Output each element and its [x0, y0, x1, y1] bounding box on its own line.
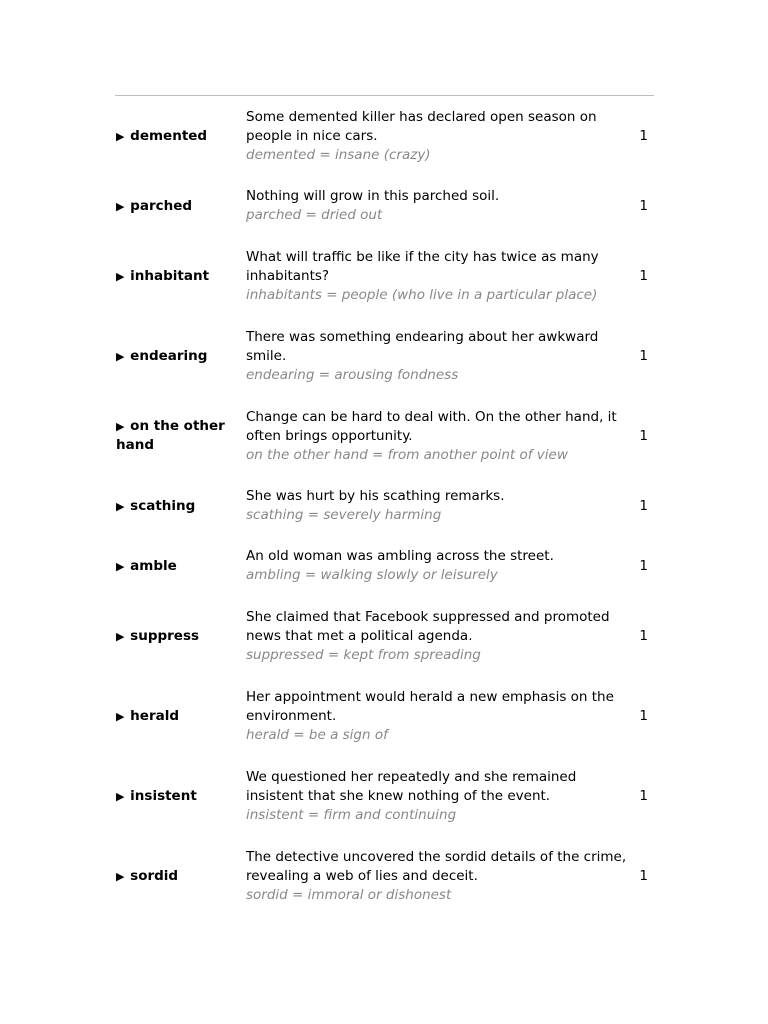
term-cell[interactable] — [115, 787, 246, 806]
definition: suppressed = kept from spreading — [246, 646, 481, 663]
example-cell — [246, 328, 631, 385]
expand-arrow-icon[interactable]: ▶ — [116, 559, 125, 573]
term-label: inhabitant — [130, 267, 210, 284]
list-item[interactable] — [115, 236, 654, 316]
definition: sordid = immoral or dishonest — [246, 886, 452, 903]
example-sentence: The detective uncovered the sordid details of the crime, revealing a web of lies and deceit. — [246, 848, 627, 884]
example-cell — [246, 248, 631, 305]
list-item[interactable] — [115, 596, 654, 676]
count: 1 — [639, 428, 648, 444]
expand-arrow-icon[interactable]: ▶ — [116, 129, 125, 143]
example-sentence: What will traffic be like if the city has twice as many inhabitants? — [246, 248, 599, 284]
example-cell — [246, 688, 631, 745]
count: 1 — [639, 558, 648, 574]
term-label: amble — [130, 557, 177, 574]
expand-arrow-icon[interactable]: ▶ — [116, 869, 125, 883]
term-label: sordid — [130, 867, 179, 884]
term-label: endearing — [130, 347, 208, 364]
expand-arrow-icon[interactable]: ▶ — [116, 199, 125, 213]
definition: demented = insane (crazy) — [246, 146, 431, 163]
count: 1 — [639, 868, 648, 884]
list-item[interactable] — [115, 316, 654, 396]
term-label: herald — [130, 707, 179, 724]
term-cell[interactable] — [115, 707, 246, 726]
example-cell — [246, 408, 631, 465]
list-item[interactable] — [115, 836, 654, 916]
definition: on the other hand = from another point of view — [246, 446, 568, 463]
count: 1 — [639, 198, 648, 214]
expand-arrow-icon[interactable]: ▶ — [116, 349, 125, 363]
term-cell[interactable] — [115, 127, 246, 146]
term-label: insistent — [130, 787, 197, 804]
list-item[interactable] — [115, 756, 654, 836]
definition: ambling = walking slowly or leisurely — [246, 567, 498, 583]
list-item[interactable] — [115, 476, 654, 536]
example-sentence: We questioned her repeatedly and she remained insistent that she knew nothing of the event. — [246, 768, 577, 804]
example-cell — [246, 768, 631, 825]
count: 1 — [639, 498, 648, 514]
example-sentence: Change can be hard to deal with. On the other hand, it often brings opportunity. — [246, 408, 617, 444]
expand-arrow-icon[interactable]: ▶ — [116, 269, 125, 283]
example-cell — [246, 487, 631, 525]
expand-arrow-icon[interactable]: ▶ — [116, 709, 125, 723]
definition: insistent = firm and continuing — [246, 806, 457, 823]
example-cell — [246, 108, 631, 165]
term-label: on the other hand — [116, 418, 225, 453]
count: 1 — [639, 268, 648, 284]
list-item[interactable] — [115, 676, 654, 756]
example-sentence: Some demented killer has declared open season on people in nice cars. — [246, 108, 597, 144]
expand-arrow-icon[interactable]: ▶ — [116, 789, 125, 803]
term-label: suppress — [130, 627, 200, 644]
term-label: demented — [130, 127, 208, 144]
definition: scathing = severely harming — [246, 507, 442, 523]
example-sentence: She was hurt by his scathing remarks. — [246, 488, 505, 504]
example-sentence: An old woman was ambling across the street. — [246, 548, 554, 564]
example-cell — [246, 848, 631, 905]
list-item[interactable] — [115, 396, 654, 476]
count: 1 — [639, 628, 648, 644]
term-cell[interactable] — [115, 197, 246, 216]
count: 1 — [639, 708, 648, 724]
example-sentence: There was something endearing about her awkward smile. — [246, 328, 599, 364]
term-cell[interactable] — [115, 627, 246, 646]
example-sentence: She claimed that Facebook suppressed and promoted news that met a political agenda. — [246, 608, 610, 644]
example-cell — [246, 547, 631, 585]
count: 1 — [639, 128, 648, 144]
count: 1 — [639, 788, 648, 804]
term-cell[interactable] — [115, 497, 246, 516]
count: 1 — [639, 348, 648, 364]
list-item[interactable] — [115, 536, 654, 596]
term-cell[interactable] — [115, 417, 246, 455]
list-item[interactable] — [115, 176, 654, 236]
list-item[interactable] — [115, 96, 654, 176]
term-cell[interactable] — [115, 347, 246, 366]
definition: herald = be a sign of — [246, 726, 388, 743]
definition: inhabitants = people (who live in a particular place) — [246, 286, 598, 303]
example-cell — [246, 187, 631, 225]
expand-arrow-icon[interactable]: ▶ — [116, 499, 125, 513]
term-label: parched — [130, 197, 193, 214]
definition: parched = dried out — [246, 207, 383, 223]
example-sentence: Her appointment would herald a new emphasis on the environment. — [246, 688, 614, 724]
term-label: scathing — [130, 497, 196, 514]
expand-arrow-icon[interactable]: ▶ — [116, 420, 125, 433]
example-sentence: Nothing will grow in this parched soil. — [246, 188, 500, 204]
definition: endearing = arousing fondness — [246, 366, 459, 383]
term-cell[interactable] — [115, 267, 246, 286]
term-cell[interactable] — [115, 867, 246, 886]
expand-arrow-icon[interactable]: ▶ — [116, 629, 125, 643]
example-cell — [246, 608, 631, 665]
term-cell[interactable] — [115, 557, 246, 576]
vocabulary-list — [115, 95, 654, 916]
